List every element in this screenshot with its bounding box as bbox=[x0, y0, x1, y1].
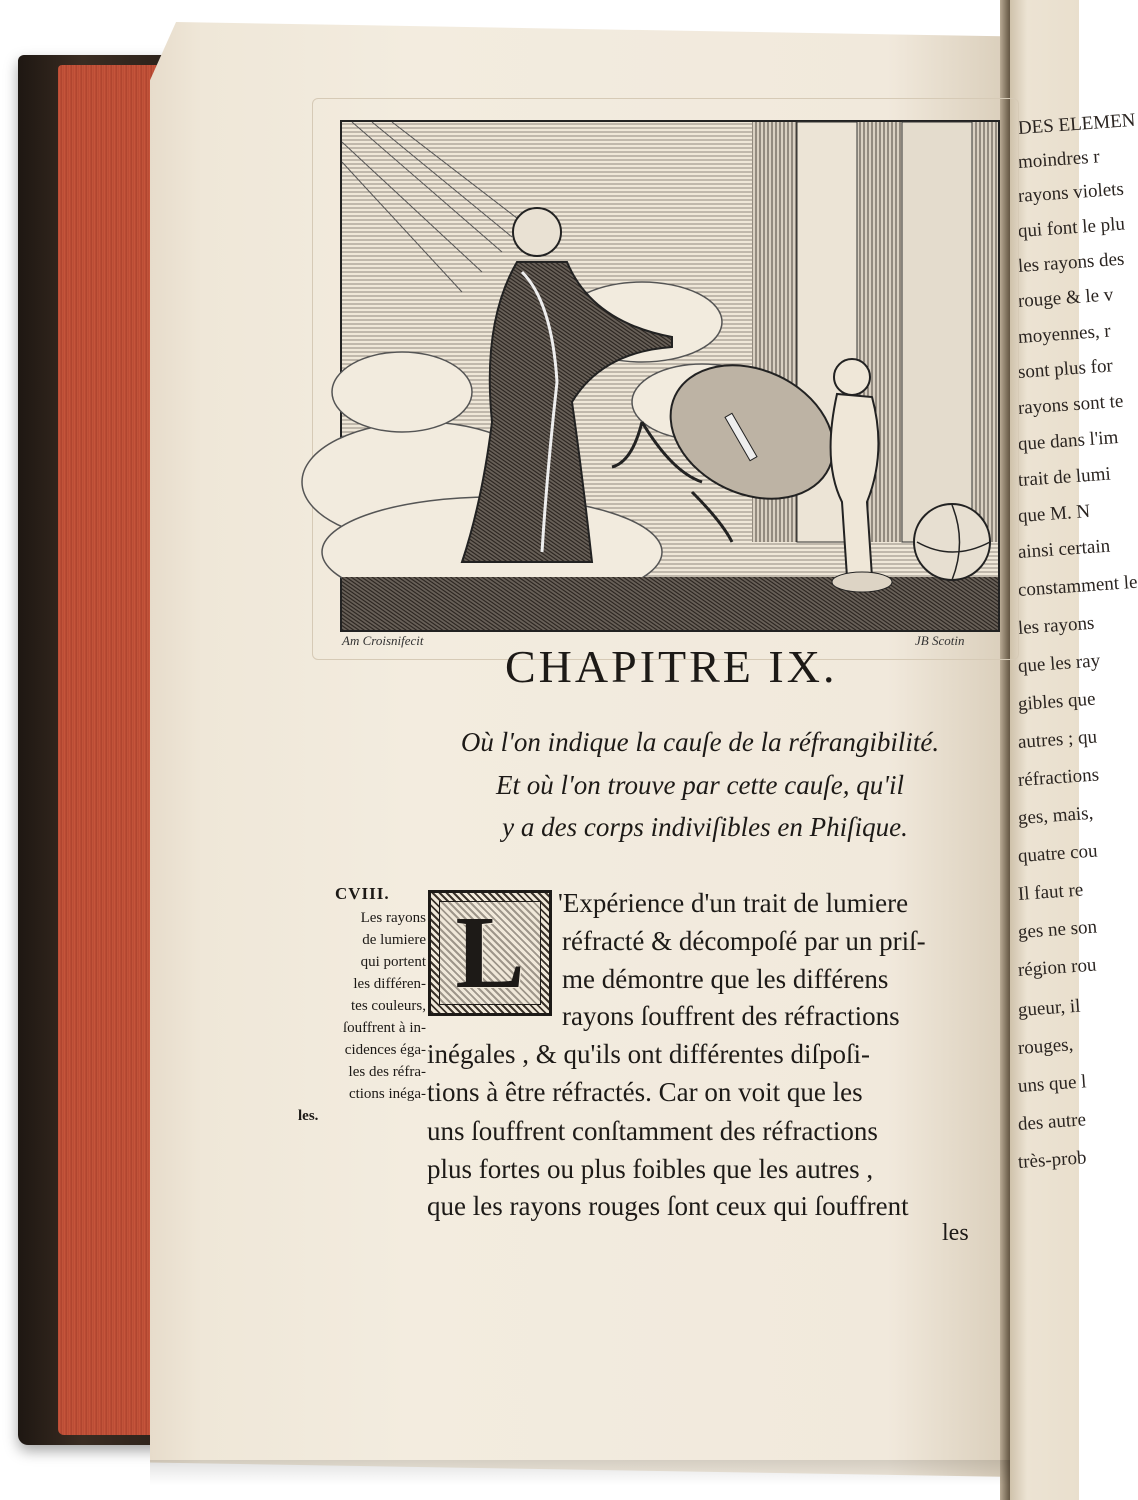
body-text-line: que les rayons rouges ſont ceux qui ſouffrent bbox=[427, 1191, 909, 1221]
facing-page-line: autres ; qu bbox=[1017, 726, 1098, 753]
chapter-subtitle-line: Où l'on indique la cauſe de la réfrangibilité. bbox=[460, 727, 940, 757]
margin-note-line: qui portent bbox=[360, 954, 426, 970]
facing-page-line: rayons violets bbox=[1017, 178, 1125, 207]
facing-page-line: DES ELEMEN bbox=[1017, 109, 1137, 139]
facing-page-line: gueur, il bbox=[1017, 995, 1082, 1021]
body-text-line: réfracté & décompoſé par un priſ- bbox=[562, 926, 926, 956]
facing-page bbox=[1010, 0, 1138, 1500]
body-text-line: tions à être réfractés. Car on voit que les bbox=[427, 1077, 863, 1107]
drop-cap-letter: L bbox=[455, 895, 525, 1010]
facing-page-line: les rayons des bbox=[1017, 248, 1126, 277]
margin-note-line: les des réfra- bbox=[348, 1064, 426, 1080]
facing-page-line: ges ne son bbox=[1017, 916, 1098, 943]
engraver-credit-left: Am Croisnifecit bbox=[342, 633, 424, 648]
body-text-line: inégales , & qu'ils ont différentes diſpoſi- bbox=[427, 1039, 871, 1069]
catchword: les bbox=[942, 1220, 969, 1246]
facing-page-line: des autre bbox=[1017, 1109, 1087, 1135]
body-text-line: 'Expérience d'un trait de lumiere bbox=[558, 888, 909, 918]
facing-page-line: moyennes, r bbox=[1017, 320, 1112, 348]
facing-page-line: région rou bbox=[1017, 954, 1098, 981]
engraving-illustration bbox=[340, 120, 1000, 632]
facing-page-line: réfractions bbox=[1017, 764, 1100, 791]
globe bbox=[914, 504, 990, 580]
facing-page-line: très-prob bbox=[1017, 1147, 1088, 1173]
facing-page-line: rouges, bbox=[1017, 1034, 1074, 1059]
facing-page-line: constamment le bbox=[1017, 571, 1138, 601]
page-shadow bbox=[150, 1460, 1010, 1485]
facing-page-line: uns que l bbox=[1017, 1071, 1088, 1097]
margin-note-line: tes couleurs, bbox=[351, 998, 426, 1014]
margin-note-line: cidences éga- bbox=[344, 1042, 426, 1058]
margin-note-line: les différen- bbox=[353, 976, 426, 992]
chapter-subtitle-line: y a des corps indiviſibles en Phiſique. bbox=[502, 812, 908, 842]
margin-note-line: de lumiere bbox=[362, 932, 426, 948]
margin-note-line: Les rayons bbox=[360, 910, 426, 926]
facing-page-line: quatre cou bbox=[1017, 840, 1099, 867]
facing-page-line: les rayons bbox=[1017, 612, 1096, 639]
chapter-subtitle-line: Et où l'on trouve par cette cauſe, qu'il bbox=[496, 770, 904, 800]
chapter-title: CHAPITRE IX. bbox=[505, 641, 838, 692]
body-text-line: me démontre que les différens bbox=[562, 964, 889, 994]
margin-note-line: ctions inéga- bbox=[348, 1086, 426, 1102]
facing-page-line: qui font le plu bbox=[1017, 213, 1126, 242]
body-text-line: rayons ſouffrent des réfractions bbox=[562, 1001, 900, 1031]
facing-page-line: que les ray bbox=[1017, 650, 1101, 677]
facing-page-line: rayons sont te bbox=[1017, 390, 1124, 419]
facing-page-line: que dans l'im bbox=[1017, 427, 1119, 455]
engraving-art bbox=[342, 122, 998, 630]
facing-page-line: ainsi certain bbox=[1017, 535, 1111, 563]
body-text-line: uns ſouffrent conſtamment des réfractions bbox=[427, 1116, 878, 1146]
margin-note-line: ſouffrent à in- bbox=[342, 1020, 426, 1036]
facing-page-line: rouge & le v bbox=[1017, 284, 1114, 312]
facing-page-line: ges, mais, bbox=[1017, 802, 1094, 829]
facing-page-line: moindres r bbox=[1017, 146, 1101, 173]
facing-page-line: Il faut re bbox=[1017, 879, 1084, 905]
facing-page-line: sont plus for bbox=[1017, 355, 1114, 383]
facing-page-line: que M. N bbox=[1017, 500, 1091, 527]
decorated-initial bbox=[428, 890, 552, 1016]
margin-note-line: les. bbox=[298, 1108, 319, 1124]
facing-page-line: gibles que bbox=[1017, 688, 1097, 715]
body-text-line: plus fortes ou plus foibles que les autres , bbox=[427, 1154, 874, 1184]
section-number: CVIII. bbox=[335, 884, 390, 903]
facing-page-line: trait de lumi bbox=[1017, 463, 1112, 491]
engraver-credit-right: JB Scotin bbox=[915, 633, 965, 648]
